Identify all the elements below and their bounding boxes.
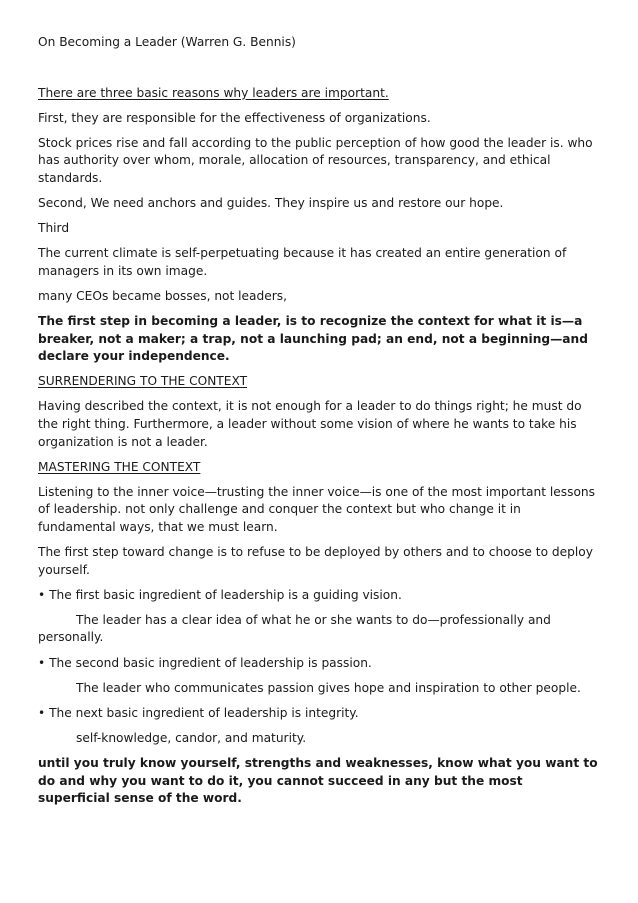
indented-paragraph-communicates-passion: The leader who communicates passion gives hope and inspiration to other people.	[76, 680, 581, 695]
document-title: On Becoming a Leader (Warren G. Bennis)	[38, 35, 296, 49]
document-page	[38, 34, 598, 815]
indented-paragraph-self-knowledge: self-knowledge, candor, and maturity.	[76, 730, 307, 745]
paragraph-stock-prices: Stock prices rise and fall according to the public perception of how good the leader is. who has authority over whom, morale, allocation of resources, transparency, and ethical standards.	[38, 135, 593, 185]
bullet-passion: • The second basic ingredient of leadership is passion.	[38, 655, 372, 670]
paragraph-ceos: many CEOs became bosses, not leaders,	[38, 288, 287, 303]
indented-paragraph-clear-idea: The leader has a clear idea of what he or she wants to do—professionally and personally.	[38, 612, 551, 645]
paragraph-third: Third	[38, 221, 70, 236]
paragraph-first-reason: First, they are responsible for the effectiveness of organizations.	[38, 110, 431, 125]
section-heading-mastering: MASTERING THE CONTEXT	[38, 459, 201, 474]
paragraph-first-step-change: The first step toward change is to refuse to be deployed by others and to choose to deploy yourself.	[38, 545, 593, 577]
paragraph-having-described: Having described the context, it is not enough for a leader to do things right; he must do the right thing. Furthermore, a leader without some vision of where he wants to take his organization is not a leader.	[38, 399, 582, 449]
bold-paragraph-first-step: The first step in becoming a leader, is to recognize the context for what it is—a breaker, not a maker; a trap, not a launching pad; an end, not a beginning—and declare your independence.	[38, 314, 588, 364]
bold-paragraph-know-yourself: until you truly know yourself, strengths and weaknesses, know what you want to do and why you want to do it, you cannot succeed in any but the most superficial sense of the word.	[38, 755, 598, 806]
bullet-integrity: • The next basic ingredient of leadership is integrity.	[38, 705, 359, 720]
paragraph-current-climate: The current climate is self-perpetuating because it has created an entire generation of managers in its own image.	[38, 246, 567, 278]
paragraph-second-reason: Second, We need anchors and guides. They inspire us and restore our hope.	[38, 196, 504, 211]
bullet-guiding-vision: • The first basic ingredient of leadership is a guiding vision.	[38, 587, 402, 602]
section-heading-surrendering: SURRENDERING TO THE CONTEXT	[38, 374, 248, 389]
paragraph-inner-voice: Listening to the inner voice—trusting the inner voice—is one of the most important lessons of leadership. not only challenge and conquer the context but who change it in fundamental ways, that we must learn.	[38, 484, 595, 534]
intro-underlined-paragraph: There are three basic reasons why leaders are important.	[38, 85, 389, 100]
